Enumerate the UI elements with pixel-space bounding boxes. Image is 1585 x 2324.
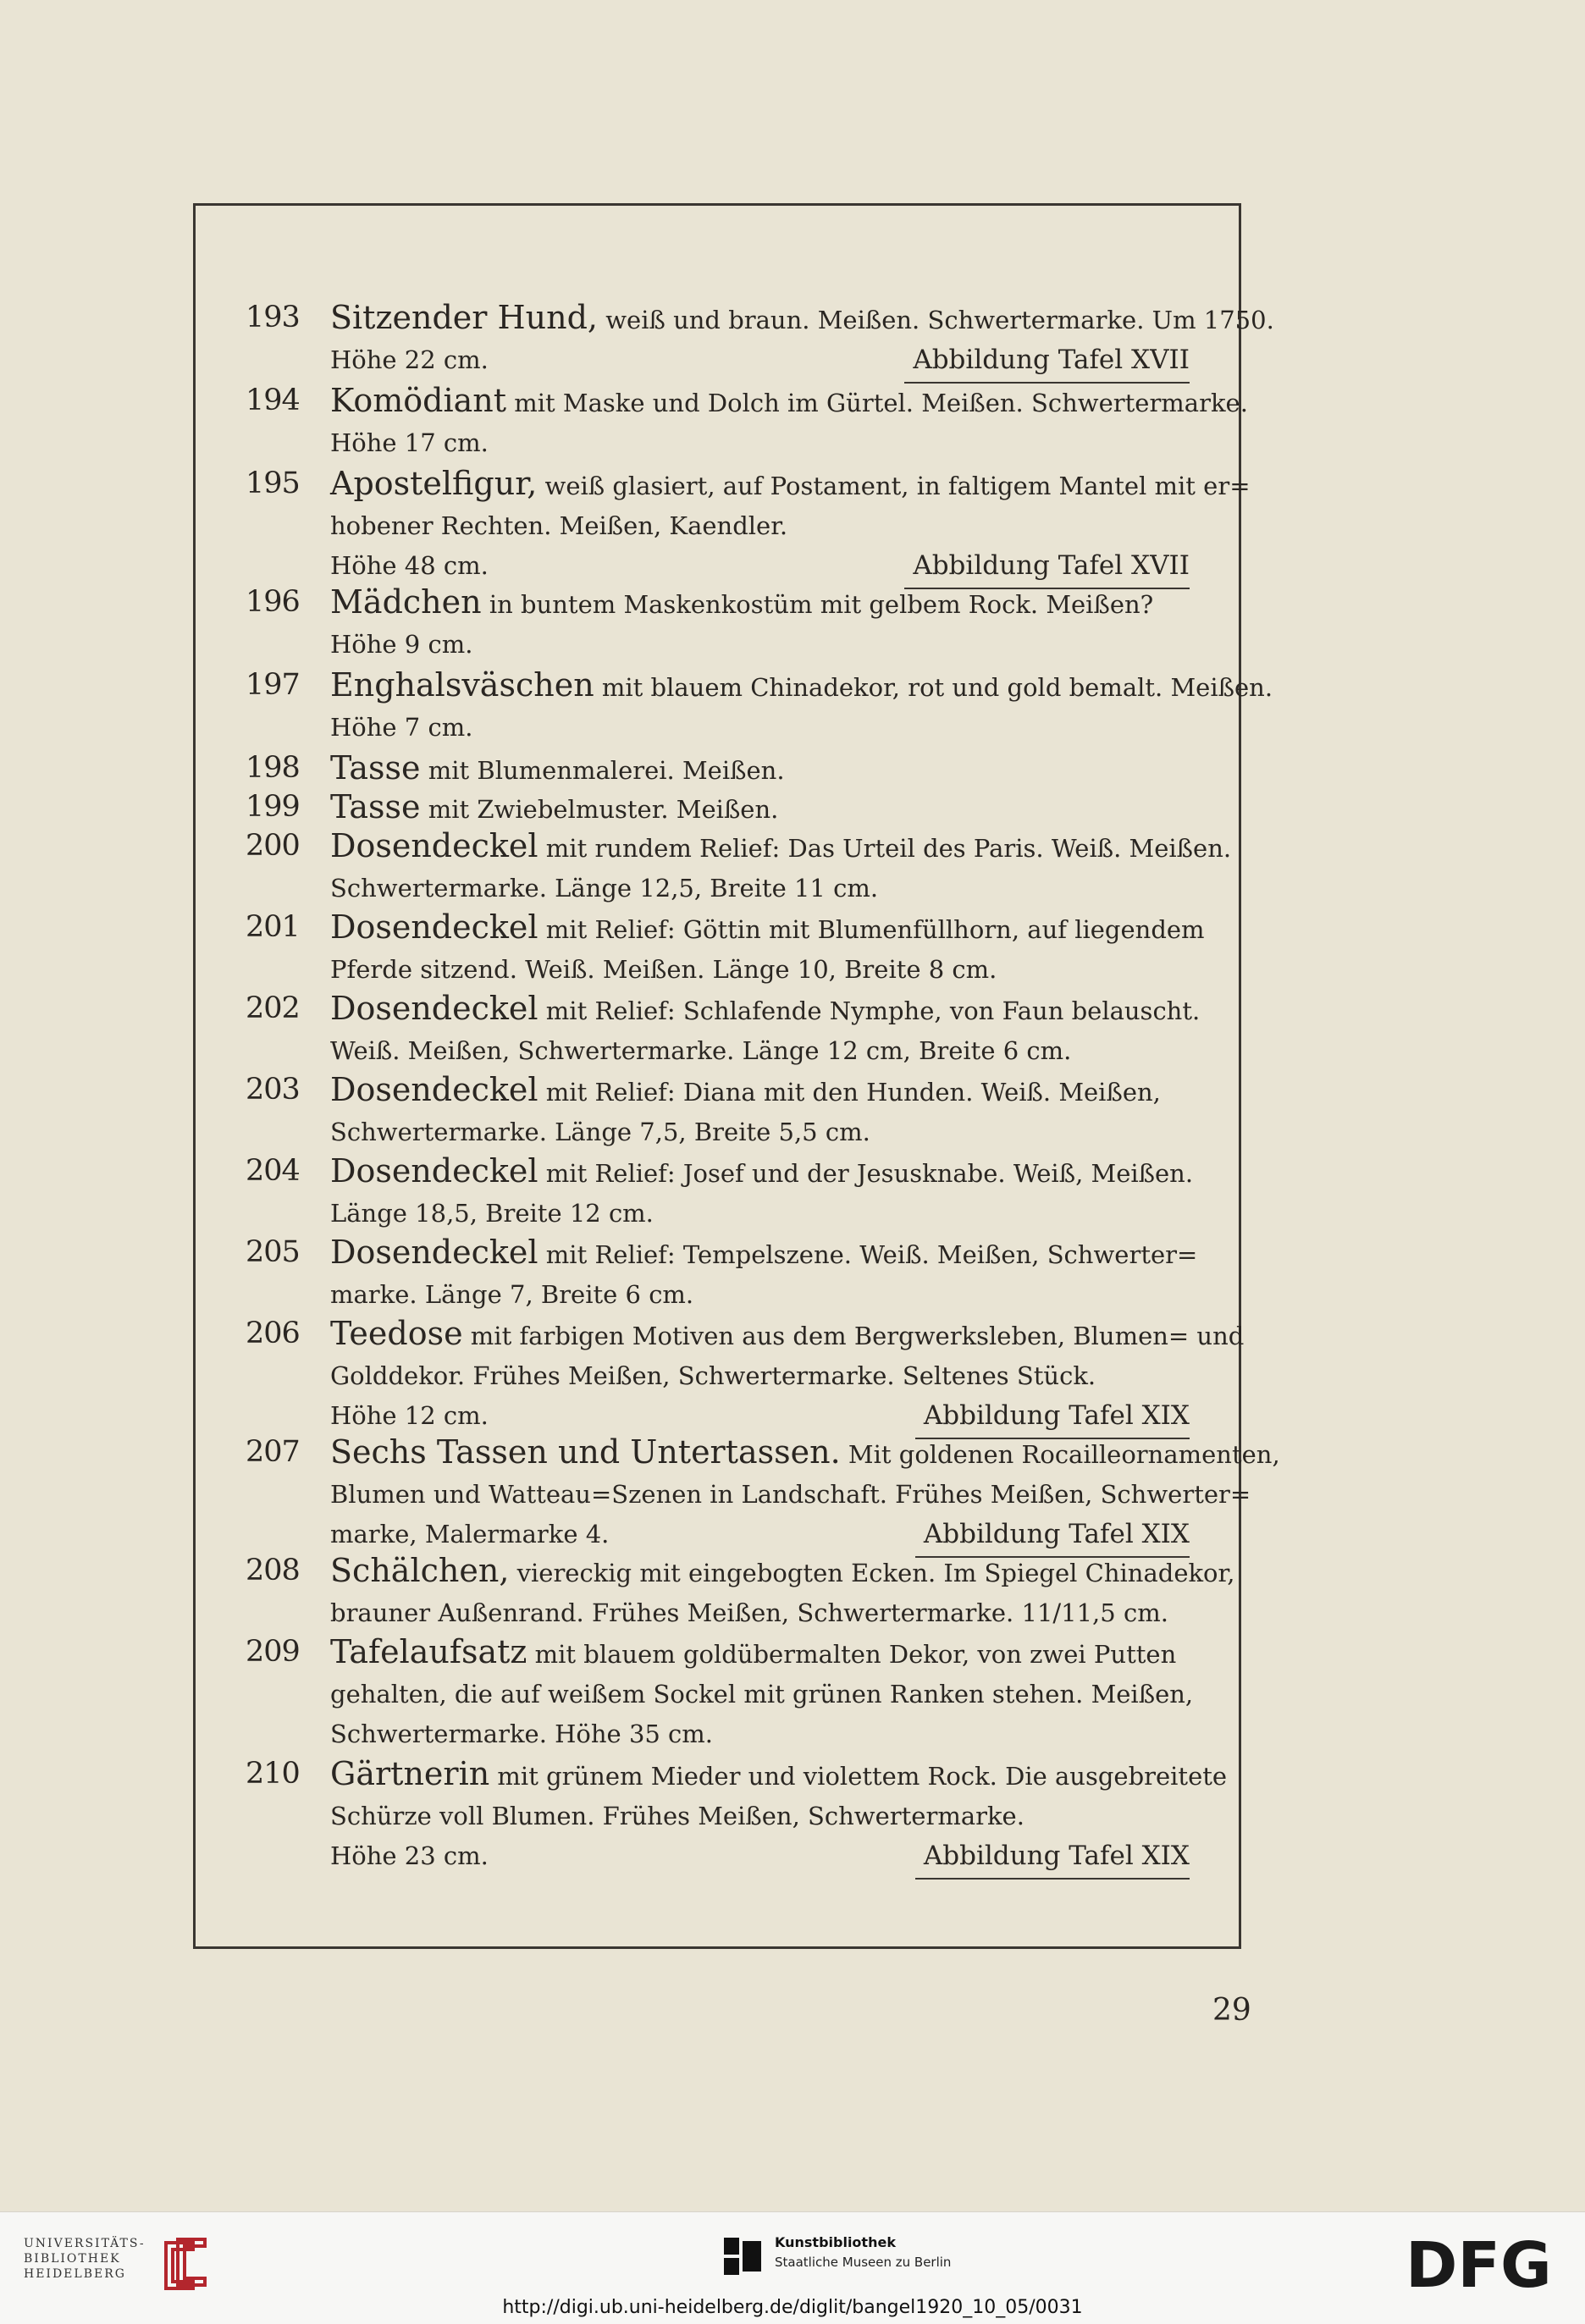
- entry-description: [330, 787, 1194, 830]
- entry-text: Schürze voll Blumen. Frühes Meißen, Schwertermarke.: [330, 1802, 1024, 1830]
- entry-line-text: [330, 1071, 1161, 1108]
- library-name-line: BIBLIOTHEK: [24, 2252, 121, 2266]
- entry-line-text: [330, 583, 1154, 621]
- dfg-logo[interactable]: [1406, 2231, 1566, 2299]
- catalog-entry: [246, 1314, 1245, 1439]
- entry-line-text: [330, 1234, 1198, 1271]
- entry-number: 205: [246, 1235, 300, 1269]
- entry-line: [330, 1551, 1235, 1593]
- plate-reference: Abbildung Tafel XIX: [915, 1836, 1190, 1880]
- kunstbibliothek-logo[interactable]: [724, 2227, 1003, 2287]
- entry-line: [330, 950, 1194, 990]
- page-number: 29: [1212, 1993, 1251, 2028]
- entry-line: [330, 1356, 1194, 1396]
- entry-line-text: [330, 1802, 1024, 1830]
- entry-description: [330, 381, 1248, 463]
- entry-title: Dosendeckel: [330, 827, 538, 864]
- catalog-entry: [246, 1070, 1194, 1152]
- catalog-entry: [246, 298, 1274, 384]
- entry-title: Teedose: [330, 1315, 463, 1352]
- entry-line: [330, 1714, 1194, 1754]
- entry-line-text: [330, 1633, 1177, 1670]
- entry-number: 201: [246, 910, 300, 944]
- entry-text: mit Relief: Diana mit den Hunden. Weiß. Meißen,: [538, 1078, 1161, 1107]
- catalog-entry: [246, 787, 1194, 830]
- entry-number: 198: [246, 751, 300, 785]
- entry-line-text: [330, 1433, 1280, 1471]
- entry-line: [330, 1151, 1194, 1194]
- entry-text: Höhe 9 cm.: [330, 630, 473, 659]
- entry-text: Weiß. Meißen, Schwertermarke. Länge 12 cm, Breite 6 cm.: [330, 1036, 1072, 1065]
- entry-description: [330, 298, 1274, 384]
- entry-title: Tafelaufsatz: [330, 1633, 527, 1670]
- entry-number: 200: [246, 829, 300, 863]
- entry-line-text: [330, 1315, 1245, 1352]
- entry-text: Länge 18,5, Breite 12 cm.: [330, 1199, 654, 1228]
- entry-line: [330, 1593, 1194, 1633]
- entry-text: Schwertermarke. Höhe 35 cm.: [330, 1720, 714, 1748]
- entry-line: [330, 340, 1190, 384]
- entry-text: Höhe 17 cm.: [330, 428, 489, 457]
- entry-text: Höhe 12 cm.: [330, 1401, 489, 1430]
- entry-line: [330, 1632, 1194, 1675]
- entry-number: 194: [246, 384, 300, 417]
- catalog-entry: [246, 1551, 1235, 1633]
- entry-line: [330, 787, 1194, 830]
- entry-line-text: [330, 1680, 1193, 1708]
- entry-description: [330, 582, 1194, 665]
- entry-line-text: [330, 1199, 654, 1228]
- catalog-entry: [246, 1432, 1280, 1558]
- entry-line-text: [330, 1552, 1235, 1589]
- entry-number: 197: [246, 668, 300, 702]
- entry-line-text: [330, 1720, 713, 1748]
- entry-line-text: [330, 340, 489, 384]
- kunstbibliothek-mark-icon: [724, 2238, 761, 2275]
- source-url[interactable]: http://digi.ub.uni-heidelberg.de/diglit/bangel1920_10_05/0031: [502, 2297, 1083, 2318]
- kunstbibliothek-subtitle: Staatliche Museen zu Berlin: [775, 2255, 952, 2270]
- catalog-entry: [246, 989, 1201, 1071]
- entry-title: Dosendeckel: [330, 990, 538, 1027]
- entry-line-text: [330, 713, 472, 742]
- catalog-entry: [246, 1632, 1194, 1754]
- catalog-entry: [246, 381, 1248, 463]
- entry-description: [330, 989, 1201, 1071]
- entry-description: [330, 665, 1273, 748]
- entry-title: Dosendeckel: [330, 1234, 538, 1271]
- entry-description: [330, 1432, 1280, 1558]
- entry-text: Schwertermarke. Länge 12,5, Breite 11 cm.: [330, 874, 879, 903]
- entry-number: 202: [246, 991, 300, 1025]
- entry-line: [330, 506, 1194, 546]
- entry-line-text: [330, 1036, 1071, 1065]
- entry-number: 206: [246, 1317, 300, 1350]
- entry-title: Gärtnerin: [330, 1755, 490, 1792]
- entry-line-text: [330, 465, 1251, 502]
- entry-text: mit Maske und Dolch im Gürtel. Meißen. Schwertermarke.: [506, 389, 1248, 417]
- entry-text: mit Relief: Tempelszene. Weiß. Meißen, Schwerter=: [538, 1240, 1198, 1269]
- library-name-line: UNIVERSITÄTS-: [24, 2237, 146, 2250]
- entry-line-text: [330, 788, 779, 825]
- entry-text: in buntem Maskenkostüm mit gelbem Rock. Meißen?: [481, 590, 1154, 619]
- entry-line: [330, 665, 1273, 708]
- entry-text: mit blauem goldübermalten Dekor, von zwei Putten: [527, 1640, 1177, 1669]
- entry-title: Mädchen: [330, 583, 482, 621]
- catalog-entry: [246, 1151, 1194, 1234]
- entry-description: [330, 1551, 1235, 1633]
- entry-line: [330, 708, 1194, 748]
- entry-line: [330, 989, 1201, 1031]
- entry-description: [330, 1314, 1245, 1439]
- entry-line-text: [330, 1118, 870, 1146]
- entry-description: [330, 1233, 1198, 1315]
- entry-line: [330, 1314, 1245, 1356]
- entry-number: 203: [246, 1073, 300, 1107]
- entry-line-text: [330, 749, 785, 787]
- entry-text: mit Relief: Josef und der Jesusknabe. Weiß, Meißen.: [538, 1159, 1194, 1188]
- entry-text: Höhe 23 cm.: [330, 1841, 489, 1870]
- entry-line-text: [330, 1152, 1194, 1190]
- plate-reference: Abbildung Tafel XVII: [904, 340, 1190, 384]
- entry-description: [330, 908, 1205, 990]
- entry-title: Tasse: [330, 788, 421, 825]
- entry-line-text: [330, 666, 1273, 704]
- entry-line: [330, 748, 1194, 791]
- entry-line-text: [330, 299, 1274, 336]
- entry-text: Golddekor. Frühes Meißen, Schwertermarke. Seltenes Stück.: [330, 1361, 1096, 1390]
- entry-number: 195: [246, 466, 300, 500]
- entry-text: marke, Malermarke 4.: [330, 1520, 610, 1548]
- entry-line: [330, 869, 1194, 908]
- entry-title: Apostelfigur,: [330, 465, 538, 502]
- entry-line-text: [330, 1755, 1228, 1792]
- university-library-mark-icon: [159, 2238, 212, 2294]
- entry-text: mit grünem Mieder und violettem Rock. Die ausgebreitete: [489, 1762, 1228, 1791]
- entry-line-text: [330, 827, 1232, 864]
- entry-line: [330, 1432, 1280, 1475]
- entry-text: Blumen und Watteau=Szenen in Landschaft. Frühes Meißen, Schwerter=: [330, 1480, 1251, 1509]
- catalog-entry: [246, 1754, 1228, 1880]
- kunstbibliothek-title: Kunstbibliothek: [775, 2234, 896, 2250]
- entry-description: [330, 748, 1194, 791]
- entry-title: Dosendeckel: [330, 1071, 538, 1108]
- entry-line-text: [330, 511, 787, 540]
- entry-title: Dosendeckel: [330, 1152, 538, 1190]
- entry-line: [330, 1754, 1228, 1797]
- entry-line-text: [330, 874, 878, 903]
- entry-description: [330, 464, 1251, 589]
- entry-text: Schwertermarke. Länge 7,5, Breite 5,5 cm.: [330, 1118, 870, 1146]
- entry-line-text: [330, 1361, 1096, 1390]
- entry-number: 208: [246, 1554, 300, 1587]
- entry-line: [330, 582, 1194, 625]
- entry-text: brauner Außenrand. Frühes Meißen, Schwertermarke. 11/11,5 cm.: [330, 1598, 1168, 1627]
- entry-line-text: [330, 382, 1248, 419]
- entry-number: 209: [246, 1635, 300, 1669]
- entry-line: [330, 464, 1251, 506]
- entry-description: [330, 1070, 1194, 1152]
- entry-number: 210: [246, 1757, 300, 1791]
- dfg-wordmark: DFG: [1406, 2231, 1552, 2299]
- entry-line: [330, 1797, 1194, 1836]
- entry-text: marke. Länge 7, Breite 6 cm.: [330, 1280, 694, 1309]
- entry-text: mit Blumenmalerei. Meißen.: [420, 756, 785, 785]
- entry-title: Komödiant: [330, 382, 507, 419]
- entry-line: [330, 1031, 1194, 1071]
- entry-line: [330, 1836, 1190, 1880]
- entry-line-text: [330, 428, 489, 457]
- university-library-logo[interactable]: [24, 2236, 218, 2295]
- entry-number: 204: [246, 1154, 300, 1188]
- library-name-line: HEIDELBERG: [24, 2267, 126, 2281]
- entry-line-text: [330, 1480, 1251, 1509]
- entry-title: Sechs Tassen und Untertassen.: [330, 1433, 841, 1471]
- entry-number: 207: [246, 1435, 300, 1469]
- entry-line-text: [330, 630, 472, 659]
- entry-line: [330, 381, 1248, 423]
- entry-line: [330, 1194, 1194, 1234]
- entry-title: Tasse: [330, 749, 421, 787]
- entry-number: 199: [246, 790, 300, 824]
- entry-line: [330, 1233, 1198, 1275]
- entry-line: [330, 1675, 1194, 1714]
- entry-text: mit Relief: Schlafende Nymphe, von Faun belauscht.: [538, 996, 1201, 1025]
- entry-title: Enghalsväschen: [330, 666, 594, 704]
- entry-line: [330, 298, 1274, 340]
- entry-line-text: [330, 1280, 693, 1309]
- entry-text: mit rundem Relief: Das Urteil des Paris. Weiß. Meißen.: [538, 834, 1232, 863]
- catalog-entry: [246, 665, 1273, 748]
- entry-title: Dosendeckel: [330, 908, 538, 946]
- entry-number: 196: [246, 585, 300, 619]
- entry-text: Höhe 48 cm.: [330, 551, 489, 580]
- entry-line: [330, 1070, 1194, 1112]
- entry-description: [330, 1632, 1194, 1754]
- entry-line: [330, 826, 1232, 869]
- entry-text: mit Zwiebelmuster. Meißen.: [420, 795, 779, 824]
- entry-text: hobener Rechten. Meißen, Kaendler.: [330, 511, 788, 540]
- entry-text: gehalten, die auf weißem Sockel mit grünen Ranken stehen. Meißen,: [330, 1680, 1194, 1708]
- catalog-entry: [246, 582, 1194, 665]
- entry-line: [330, 1112, 1194, 1152]
- catalog-entry: [246, 748, 1194, 791]
- catalog-entry: [246, 908, 1205, 990]
- entry-text: Höhe 22 cm.: [330, 345, 489, 374]
- entry-line: [330, 1275, 1194, 1315]
- entry-text: mit blauem Chinadekor, rot und gold bemalt. Meißen.: [594, 673, 1273, 702]
- entry-line-text: [330, 1836, 489, 1880]
- plate-reference: Abbildung Tafel XIX: [915, 1396, 1190, 1439]
- plate-reference: Abbildung Tafel XVII: [904, 546, 1190, 589]
- entry-text: weiß glasiert, auf Postament, in faltigem Mantel mit er=: [537, 472, 1251, 500]
- entry-text: Mit goldenen Rocailleornamenten,: [840, 1440, 1280, 1469]
- entry-title: Sitzender Hund,: [330, 299, 598, 336]
- entry-line-text: [330, 990, 1201, 1027]
- university-library-name: [24, 2236, 146, 2282]
- entry-line-text: [330, 908, 1205, 946]
- plate-reference: Abbildung Tafel XIX: [915, 1515, 1190, 1558]
- entry-text: Pferde sitzend. Weiß. Meißen. Länge 10, Breite 8 cm.: [330, 955, 997, 984]
- entry-line: [330, 1475, 1251, 1515]
- entry-text: Höhe 7 cm.: [330, 713, 473, 742]
- entry-line: [330, 423, 1194, 463]
- catalog-entry: [246, 826, 1232, 908]
- entry-description: [330, 826, 1232, 908]
- footer-bar: [0, 2211, 1585, 2324]
- catalog-entry: [246, 464, 1251, 589]
- entry-title: Schälchen,: [330, 1552, 510, 1589]
- entry-text: mit farbigen Motiven aus dem Bergwerksleben, Blumen= und: [462, 1322, 1245, 1350]
- entry-description: [330, 1151, 1194, 1234]
- entry-number: 193: [246, 301, 300, 334]
- entry-line: [330, 908, 1205, 950]
- entry-line-text: [330, 1598, 1168, 1627]
- entry-text: mit Relief: Göttin mit Blumenfüllhorn, auf liegendem: [538, 915, 1205, 944]
- entry-text: weiß und braun. Meißen. Schwertermarke. Um 1750.: [598, 306, 1274, 334]
- catalog-entry: [246, 1233, 1198, 1315]
- entry-line-text: [330, 955, 997, 984]
- entry-description: [330, 1754, 1228, 1880]
- entry-line: [330, 625, 1194, 665]
- entry-text: viereckig mit eingebogten Ecken. Im Spiegel Chinadekor,: [509, 1559, 1235, 1587]
